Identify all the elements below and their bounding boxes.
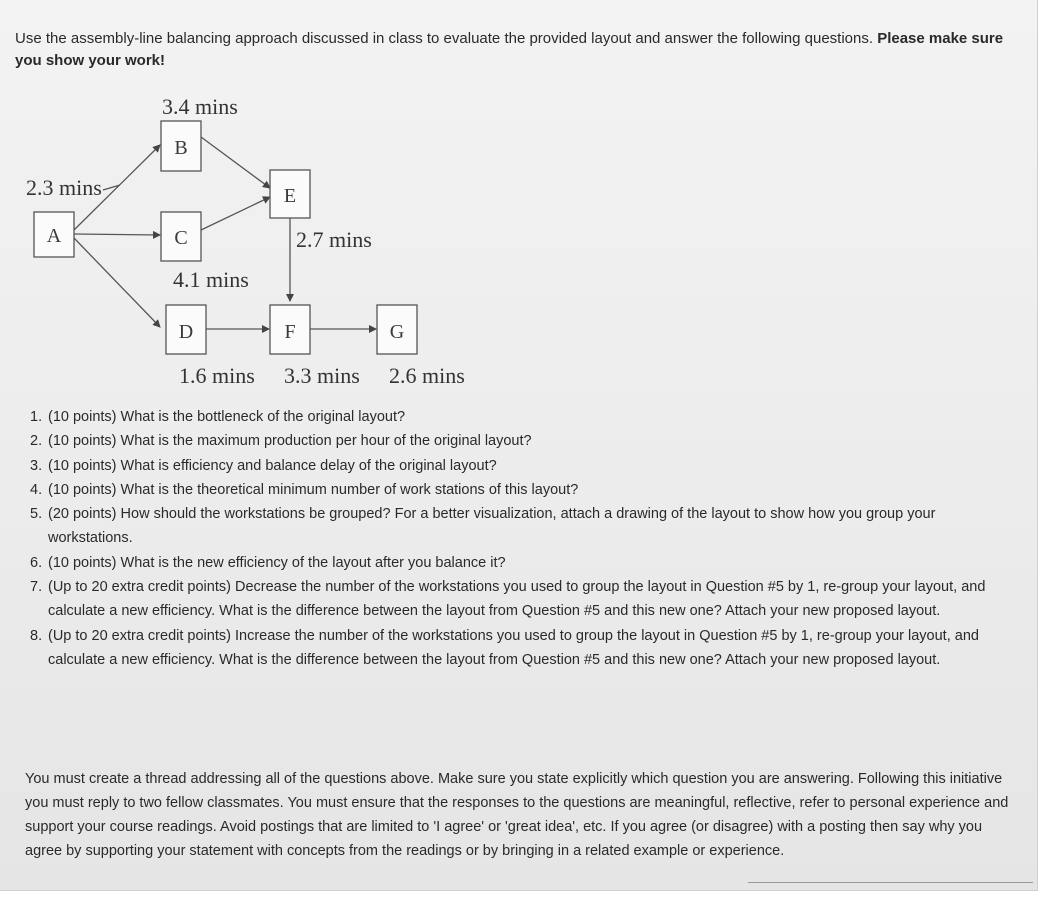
question-number: 3. <box>30 457 43 474</box>
edge-b-e <box>201 137 270 188</box>
node-b-label: B <box>174 137 188 159</box>
question-text: (10 points) What is the new efficiency of the layout after you balance it? <box>48 554 506 571</box>
question-item <box>30 502 1020 551</box>
question-item <box>30 405 1020 429</box>
node-c-label: C <box>174 227 188 249</box>
time-label-g: 2.6 mins <box>389 363 465 388</box>
time-label-b: 3.4 mins <box>162 94 238 119</box>
node-g-label: G <box>389 321 405 343</box>
time-label-e: 2.7 mins <box>296 227 372 252</box>
time-label-f: 3.3 mins <box>284 363 360 388</box>
time-label-a: 2.3 mins <box>26 175 102 200</box>
question-number: 4. <box>30 481 43 498</box>
discussion-instructions: You must create a thread addressing all of the questions above. Make sure you state explicitly which question you are answering. Following this initiative you must reply to two fellow classmates. You must ensure that the responses to the questions are meaningful, reflective, refer to personal experience and support your course readings. Avoid postings that are limited to 'I agree' or 'great idea', etc. If you agree (or disagree) with a posting then say why you agree by supporting your statement with concepts from the readings or by bringing in a related example or experience. <box>25 771 1009 859</box>
question-number: 1. <box>30 409 43 425</box>
divider-line <box>748 882 1033 883</box>
question-text: (Up to 20 extra credit points) Decrease the number of the workstations you used to group the layout in Question #5 by 1, re-group your layout, and calculate a new efficiency. What is the difference between the layout from Question #5 and this new one? Attach your new proposed layout. <box>48 579 986 620</box>
question-number: 6. <box>30 554 43 571</box>
question-number: 8. <box>30 627 43 644</box>
edge-c-e <box>201 197 270 230</box>
question-text: (10 points) What is the theoretical minimum number of work stations of this layout? <box>48 481 579 498</box>
node-f-label: F <box>284 321 296 343</box>
question-number: 7. <box>30 579 43 596</box>
node-d-label: D <box>178 321 194 343</box>
question-text: (10 points) What is the maximum production per hour of the original layout? <box>48 433 532 450</box>
question-item <box>30 575 1020 624</box>
question-text: (20 points) How should the workstations be grouped? For a better visualization, attach a drawing of the layout to show how you group your workstations. <box>48 506 936 547</box>
instructions-intro <box>15 28 1015 72</box>
edge-a-c <box>74 234 160 235</box>
node-a-label: A <box>46 225 62 247</box>
question-text: (10 points) What is efficiency and balance delay of the original layout? <box>48 457 497 474</box>
question-item <box>30 478 1020 502</box>
time-label-c: 4.1 mins <box>173 267 249 292</box>
edge-a-d <box>74 238 160 327</box>
question-number: 5. <box>30 506 43 523</box>
time-label-d: 1.6 mins <box>179 363 255 388</box>
intro-text: Use the assembly-line balancing approach discussed in class to evaluate the provided layout and answer the following questions. <box>15 30 878 47</box>
question-item <box>30 454 1020 478</box>
question-list <box>30 405 1020 672</box>
question-item <box>30 624 1020 673</box>
question-text: (10 points) What is the bottleneck of the original layout? <box>48 409 406 425</box>
question-item <box>30 429 1020 453</box>
question-number: 2. <box>30 433 43 450</box>
question-text: (Up to 20 extra credit points) Increase the number of the workstations you used to group the layout in Question #5 by 1, re-group your layout, and calculate a new efficiency. What is the difference between the layout from Question #5 and this new one? Attach your new proposed layout. <box>48 627 979 668</box>
question-item <box>30 551 1020 575</box>
node-e-label: E <box>283 185 297 207</box>
precedence-diagram <box>0 88 520 398</box>
intro-bold-note: Please make sure you show your work! <box>15 30 1004 69</box>
